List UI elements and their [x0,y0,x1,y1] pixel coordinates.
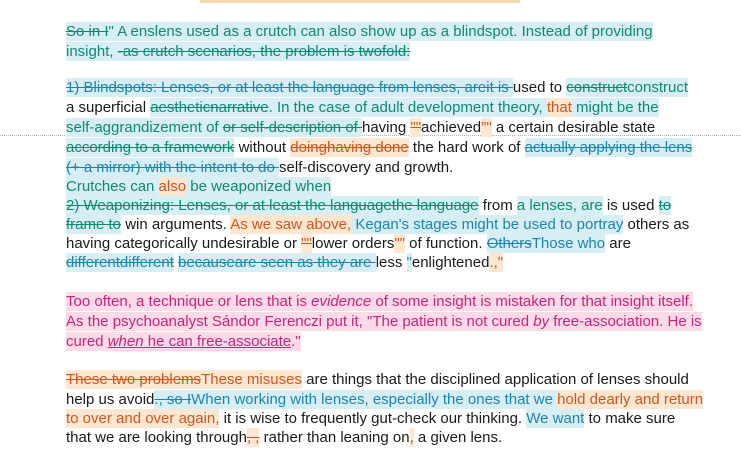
text-run: or self-description of [222,119,362,136]
text-run: win arguments. [121,216,231,233]
text-run: having categorically undesirable or [66,235,302,252]
text-run: aestheticnarrative [150,99,269,116]
text-line-8[interactable] [66,177,331,197]
text-run: These misuses [201,371,302,388]
text-run: evidence [311,293,372,310]
text-run: of function. [404,235,487,252]
text-run: to make sure [584,410,676,427]
text-run: is used [602,197,659,214]
text-run: We want [526,410,585,427]
text-run: when [107,333,144,350]
text-run: insight, [66,43,118,60]
text-line-7[interactable] [66,158,453,178]
text-run: used to [512,79,567,96]
text-run: free-association. He is [549,313,702,330]
text-line-11[interactable] [66,234,631,254]
text-line-3[interactable] [66,78,688,98]
text-run: enlightened [411,254,490,271]
text-run: Too often, a technique or lens that is [66,293,312,310]
text-run: the hard work of [408,139,525,156]
text-run: cured [66,333,108,350]
text-run: achieved [421,119,482,136]
text-line-2[interactable] [66,42,410,62]
text-run: As the psychoanalyst Sándor Ferenczi put it, "The patient is not cured [66,313,534,330]
text-run: to [658,197,672,214]
text-run: a certain desirable state [491,119,656,136]
text-run: self-aggrandizement of [66,119,223,136]
text-run: be weaponized when [186,178,332,195]
text-run: differentdifferent [66,254,174,271]
text-run: ., so I [154,391,192,408]
text-run: "" [394,235,405,252]
text-run: are things that the disciplined application of lenses should [301,371,689,388]
text-run: by [533,313,550,330]
text-run: a lenses, are [516,197,603,214]
text-run: "" [410,119,422,136]
text-line-4[interactable] [66,98,659,118]
top-highlight-strip [200,0,520,3]
text-run: , [409,429,414,446]
text-run: a given lens. [413,429,503,446]
text-run: . In the case of adult development theory, [268,99,547,116]
text-run: construct [627,79,689,96]
text-run: others as [623,216,690,233]
text-run: doinghaving done [290,139,409,156]
text-run: are [605,235,631,252]
text-run: it is wise to frequently gut-check our thinking. [219,410,527,427]
text-run: " A [108,23,131,40]
text-run: that we are looking through [66,429,247,446]
text-line-14[interactable] [66,312,702,332]
text-run: becauseare seen as [178,254,314,271]
text-line-9[interactable] [66,196,671,216]
text-run: These two problems [66,371,202,388]
text-run: rather than leaning on [259,429,410,446]
text-run: frame to [66,216,122,233]
text-run: , , [246,429,260,446]
text-line-18[interactable] [66,409,675,429]
text-run: When working with lenses, especially the ones that we [191,391,558,408]
text-run: a superficial [66,99,151,116]
text-run: 1) Blindspots: Lenses, or at least the language from lenses, areit is [66,79,513,96]
text-run: according to a framework [66,139,235,156]
text-run: from [478,197,517,214]
text-run: -as crutch scenarios, the problem is twofold: [117,43,411,60]
text-run: .," [489,254,504,271]
text-line-19[interactable] [66,428,502,448]
text-run: less [375,254,407,271]
text-line-13[interactable] [66,292,693,312]
text-run: (+ a mirror) with the intent to do [66,159,280,176]
text-run: without [234,139,291,156]
text-run: Crutches can [66,178,159,195]
text-run: they are [313,254,376,271]
text-run: "" [301,235,312,252]
text-run: enslens [130,23,183,40]
text-line-6[interactable] [66,138,692,158]
text-run: used as a crutch can also show up as a blindspot. Instead of providing [182,23,653,40]
text-run: hold dearly and return [557,391,704,408]
text-run: he can free-associate [143,333,292,350]
text-line-5[interactable] [66,118,655,138]
text-run: Kegan's stages might be used to portray [351,216,624,233]
text-line-12[interactable] [66,253,503,273]
text-run: As we saw above, [230,216,352,233]
text-run: having [362,119,411,136]
text-run: help us avoid [66,391,155,408]
text-line-16[interactable] [66,370,689,390]
text-run: ." [291,333,301,350]
text-run: 2) Weaponizing: Lenses, or at least the languagethe language [66,197,479,214]
text-run: Others [486,235,532,252]
text-run: So in I [66,23,109,40]
text-run: might be the [571,99,659,116]
text-run: actually applying the lens [524,139,693,156]
text-line-10[interactable] [66,215,689,235]
text-run: to over and over again, [66,410,220,427]
text-line-17[interactable] [66,390,703,410]
text-run: "" [481,119,492,136]
text-run: that [546,99,572,116]
text-run: " [406,254,412,271]
text-run: Those who [531,235,606,252]
text-run: self-discovery and growth. [279,159,454,176]
text-run: construct [566,79,628,96]
text-line-1[interactable] [66,22,653,42]
text-run: lower orders [311,235,395,252]
text-line-15[interactable] [66,332,301,352]
text-run: of some insight is mistaken for that insight itself. [371,293,694,310]
text-run: also [158,178,187,195]
